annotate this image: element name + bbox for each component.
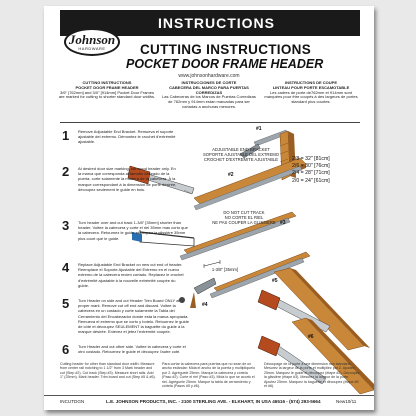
step-6-text: Turn Header and cut other side. Voltee la cabecera y corte el otro costado. Retournez le guide et découpez l'autre coté. — [78, 344, 186, 355]
step-1-number: 1 — [62, 128, 70, 143]
step-5-text: Turn Header on side and cut Header Trim Board ONLY at proper mark. Remove cut off end and discard. Voltee la cabecera en un costado y corte solamente la Tabla del Cerramiento del Encabezador donde esta la marca apropiada. Remueva el extremo que se corto y botelo. Retournez le guide de côté et découpez SEULEMENT la baguette du guide à la marque désirée. Enlevez et jetez l'extrémité coupée. — [78, 298, 189, 335]
step-4-text: Replace Adjustable End Bracket on new cut end of header. Reemplace el Soporte Ajustable del Extremo en el nuevo extremo de la cabecera recien cortado. Replacez le crochet d'extrémité ajustable à la nouvelle extrémité coupée du guide. — [78, 262, 184, 288]
label-step5-num: #5 — [272, 278, 278, 284]
label-step1-num: #1 — [256, 126, 262, 132]
step-3-number: 3 — [62, 218, 70, 233]
footnote-french: Découpage de la porte à une dimension non standard: Mesurez la largeur de la porte et multipliez par 2. Ajoutez 25mm. Marquez le guide et découpez (étape #2). Découpez la glissière (étape #3). Mesurez la largeur de la porte. Ajoutez 25mm. Marquez la baguette et découpez (étape #5 et #6). — [264, 362, 360, 389]
nocut-es: NO CORTE EL RIEL — [224, 214, 264, 220]
size-chart — [292, 156, 330, 185]
step-5-number: 5 — [62, 296, 70, 311]
size-2-6: 2/6 = 30" [76cm] — [292, 163, 330, 170]
footer-company: L.E. JOHNSON PRODUCTS, INC. - 2100 STERLING AVE. - ELKHART, IN USA 46516 - (574) 293-5664 — [106, 399, 321, 404]
label-step6-num: #6 — [308, 334, 314, 340]
step-1-text: Remove Adjustable End Bracket. Remueva el soporte ajustable del extremo. Démontez le crochet d'extrémité ajustable. — [78, 129, 176, 145]
header-en-sub: POCKET DOOR FRAME HEADER — [75, 84, 139, 90]
footer-code: INCUTDGN — [60, 399, 85, 404]
step-2-text: At desired door size marking, cut wood header only. En la marca que corresponda al tamaño deseado de la puerta, corte solamente la madera de la cabecera. À la marque correspondant à la dimension de porte désirée, découpez seulement le guide en bois. — [78, 166, 177, 192]
bracket-en: ADJUSTABLE END BRACKET — [212, 147, 270, 152]
header-es-title: INSTRUCCIONES DE CORTE — [181, 80, 237, 85]
dimension-label: 1-3/8" [35mm] — [211, 267, 239, 272]
step-2-number: 2 — [62, 164, 70, 179]
logo-name: Johnson — [68, 32, 116, 47]
step-4-number: 4 — [62, 260, 70, 275]
title-pocket-door-header: POCKET DOOR FRAME HEADER — [126, 57, 324, 71]
bracket-callout — [186, 148, 296, 162]
header-fr-body: Les cadres de porte de762mm et 914mm sont marquées pour être coupés à des largeurs de portes standard plus courtes. — [264, 89, 358, 105]
logo-sub: HARDWARE — [78, 46, 106, 51]
banner-text: INSTRUCTIONS — [158, 15, 275, 31]
nocut-callout — [204, 211, 284, 225]
bracket-es: SOPORTE AJUSTABLE DEL EXTREMO — [202, 151, 279, 157]
header-en-title: CUTTING INSTRUCTIONS — [82, 80, 132, 85]
label-step3-num: #3 — [280, 220, 286, 226]
footnote-english: Cutting header for other than standard door width: Measure from center rail notching to 1 1/2" from 3 Mark header and cut (Step #2). Cut track (Step #3). Measure short rails. Add 1" (25mm). Mark header. Trim board and cut (Step #5 & #6). — [60, 362, 156, 380]
website-link[interactable]: www.johnsonhardware.com — [178, 73, 240, 79]
footnote-spanish: Para cortar la cabecera para puertas que no sean de un ancho estándar: Mida el ancho de la puerta y multiplíquelo por 2. Agréguele 25mm. Marque la cabecera y córtela (Paso #2). Corte el riel (Paso #3). Mida lo que se acortó el riel. Agréguele 25mm. Marque la tabla de cerramiento y córtela (Pasos #5 y #6). — [162, 362, 256, 389]
header-fr-sub: LINTEAU POUR PORTE ESCAMOTABLE — [272, 84, 350, 90]
step-3-text: Turn header over and cut track 1-3/8" [35mm] shorter than header. Voltee la cabecera y corte el riel 35mm mas corto que la cabecera. Retournez le guide et coupez la glissière 35mm plus court que le guide. — [78, 220, 188, 241]
step-6-number: 6 — [62, 342, 70, 357]
size-2-8: 2/8 = 32" [81cm] — [292, 156, 330, 162]
header-en-body: 3/6" [762mm] and 3/0" [914mm] Pocket Door Frames are marked for cutting to shorter standard door widths. — [58, 89, 156, 100]
header-es-body: Las Cabeceras de los Marcos de Puertas Corredizas de 762mm y 914mm estan marcadas para ser cortadas a anchuras menores. — [162, 94, 256, 109]
header-es-sub: CABECERA DEL MARCO PARA PUERTAS CORREDIZAS — [169, 84, 249, 95]
nocut-fr: NE PAS COUPER LA GLISSIERE — [212, 219, 276, 225]
bracket-fr: CROCHET D'EXTREMITE AJUSTABLE — [203, 156, 279, 162]
footer-bar — [44, 395, 374, 408]
footer-date: New10/11 — [336, 399, 357, 404]
size-2-0: 2/0 = 24" [61cm] — [292, 177, 330, 184]
label-step4-num: #4 — [202, 302, 208, 308]
title-cutting-instructions: CUTTING INSTRUCTIONS — [140, 42, 311, 57]
size-2-4: 2/4 = 28" [71cm] — [292, 170, 330, 177]
label-step2-num: #2 — [228, 172, 234, 178]
header-fr-title: INSTRUCTIONS DE COUPE — [284, 80, 337, 85]
nocut-en: DO NOT CUT TRACK — [223, 210, 265, 215]
instruction-sheet — [44, 6, 374, 410]
